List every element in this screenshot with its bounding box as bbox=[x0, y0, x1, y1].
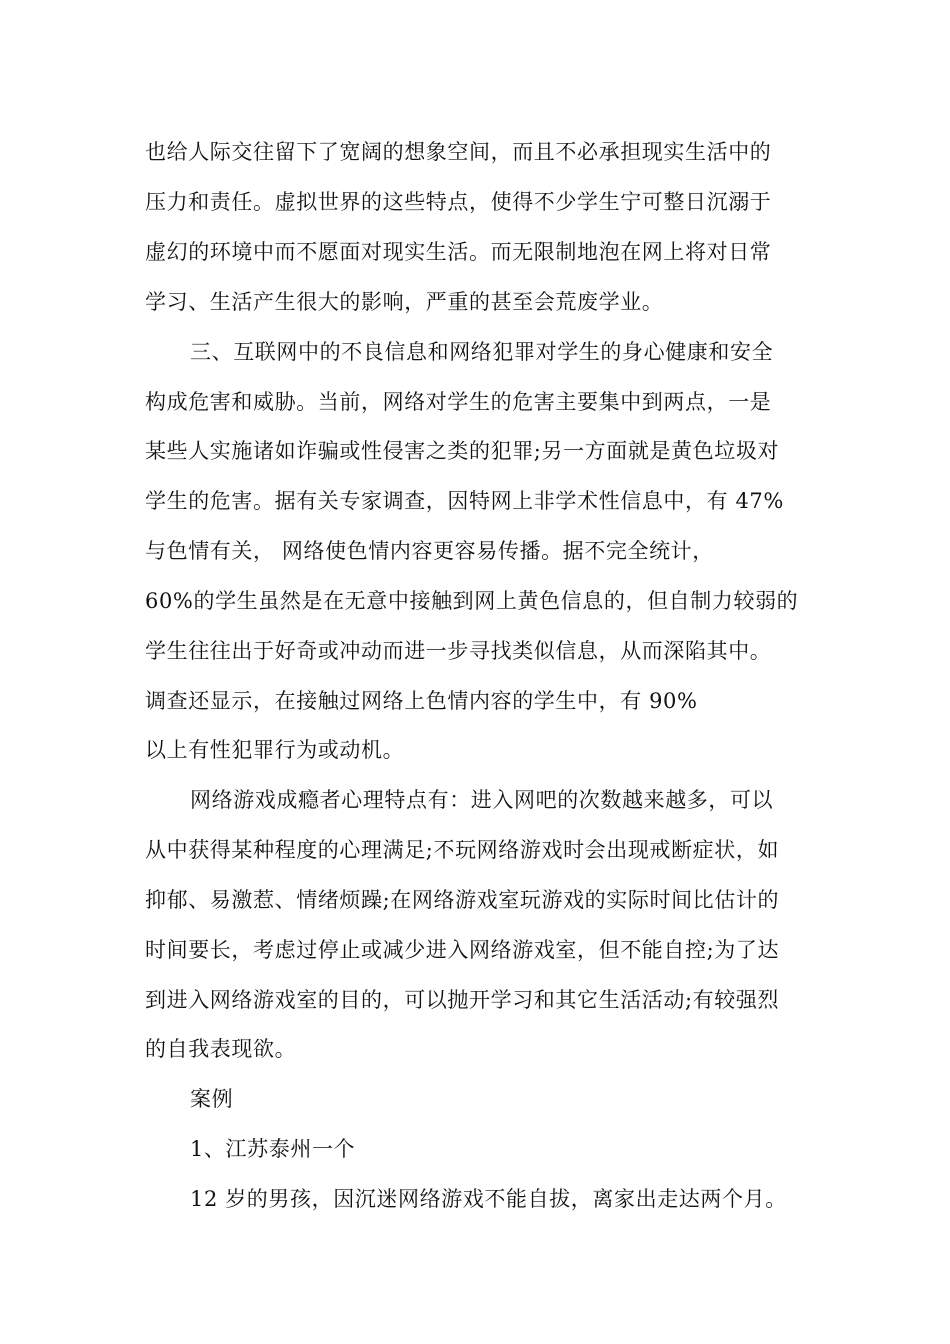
case-item-1: 1、江苏泰州一个 bbox=[190, 1137, 356, 1161]
case-heading: 案例 bbox=[190, 1087, 234, 1111]
text-line-1: 也给人际交往留下了宽阔的想象空间，而且不必承担现实生活中的 bbox=[145, 140, 772, 164]
text-line-4: 学习、生活产生很大的影响，严重的甚至会荒废学业。 bbox=[145, 290, 664, 314]
text-line-7: 某些人实施诸如诈骗或性侵害之类的犯罪;另一方面就是黄色垃圾对 bbox=[145, 439, 780, 463]
text-line-16: 抑郁、易激惹、情绪烦躁;在网络游戏室玩游戏的实际时间比估计的 bbox=[145, 888, 780, 912]
text-line-6: 构成危害和威胁。当前，网络对学生的危害主要集中到两点，一是 bbox=[145, 390, 772, 414]
text-line-2: 压力和责任。虚拟世界的这些特点，使得不少学生宁可整日沉溺于 bbox=[145, 190, 772, 214]
text-line-12: 调查还显示，在接触过网络上色情内容的学生中，有 90% bbox=[145, 689, 698, 713]
text-line-3: 虚幻的环境中而不愿面对现实生活。而无限制地泡在网上将对日常 bbox=[145, 240, 772, 264]
text-line-8: 学生的危害。据有关专家调查，因特网上非学术性信息中，有 47% bbox=[145, 489, 784, 513]
text-line-9: 与色情有关， 网络使色情内容更容易传播。据不完全统计， bbox=[145, 539, 714, 563]
paragraph-addiction-start: 网络游戏成瘾者心理特点有：进入网吧的次数越来越多，可以 bbox=[190, 788, 774, 812]
text-line-18: 到进入网络游戏室的目的，可以抛开学习和其它生活活动;有较强烈 bbox=[145, 988, 780, 1012]
text-line-17: 时间要长，考虑过停止或减少进入网络游戏室，但不能自控;为了达 bbox=[145, 938, 780, 962]
text-line-19: 的自我表现欲。 bbox=[145, 1037, 297, 1061]
text-line-11: 学生往往出于好奇或冲动而进一步寻找类似信息，从而深陷其中。 bbox=[145, 639, 772, 663]
text-line-10: 60%的学生虽然是在无意中接触到网上黄色信息的，但自制力较弱的 bbox=[145, 589, 799, 613]
text-line-13: 以上有性犯罪行为或动机。 bbox=[145, 738, 405, 762]
paragraph-three-start: 三、互联网中的不良信息和网络犯罪对学生的身心健康和安全 bbox=[190, 340, 774, 364]
text-line-15: 从中获得某种程度的心理满足;不玩网络游戏时会出现戒断症状，如 bbox=[145, 838, 780, 862]
case-item-1-continued: 12 岁的男孩，因沉迷网络游戏不能自拔，离家出走达两个月。 bbox=[190, 1187, 787, 1211]
